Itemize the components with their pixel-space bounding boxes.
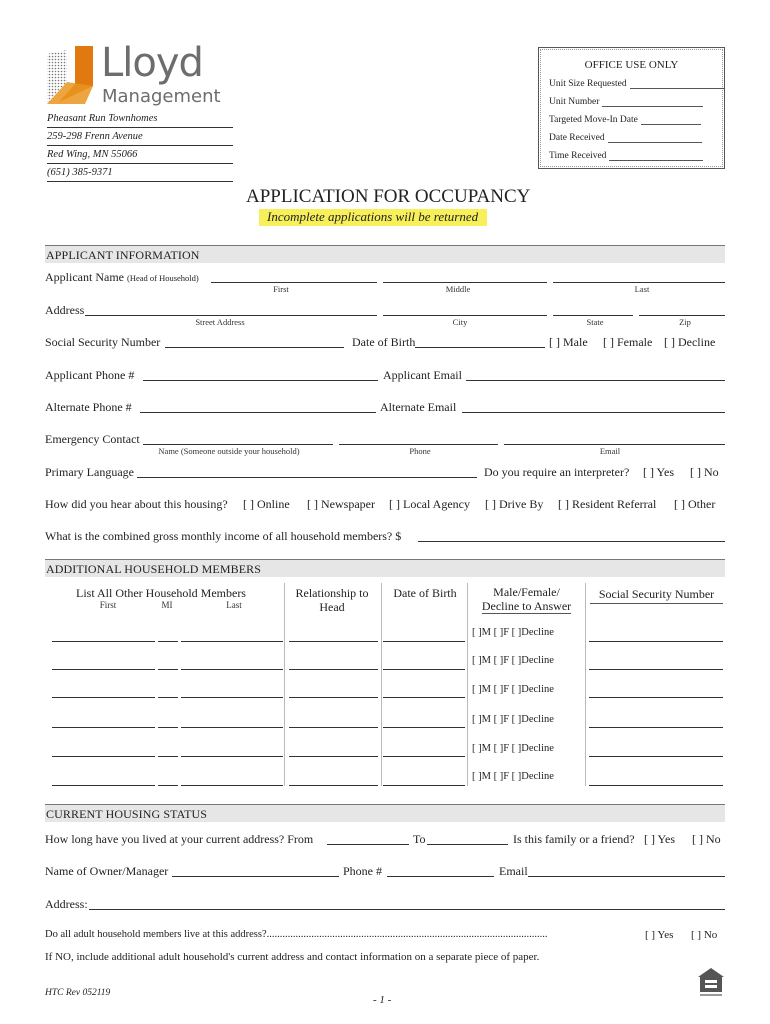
member-relationship-input[interactable] [289,669,378,670]
live-at-address-question: Do all adult household members live at this address?........................................................................................................... [45,929,548,940]
member-dob-input[interactable] [383,669,465,670]
logo-text-management: Management [102,86,221,107]
member-dob-input[interactable] [383,756,465,757]
member-dob-input[interactable] [383,641,465,642]
logo-text-lloyd: Lloyd [101,40,203,86]
member-gender-checkboxes[interactable]: [ ]M [ ]F [ ]Decline [472,743,554,754]
company-logo [45,40,235,108]
page-number: - 1 - [373,994,392,1006]
member-dob-input[interactable] [383,727,465,728]
dob-label: Date of Birth [352,335,416,349]
member-mi-input[interactable] [158,727,178,728]
last-caption: Last [634,284,650,294]
decline-checkbox[interactable]: [ ] Decline [664,335,716,349]
member-ssn-input[interactable] [589,727,723,728]
applicant-email-input[interactable] [466,380,725,381]
emergency-name-input[interactable] [143,444,333,445]
member-last-input[interactable] [181,785,283,786]
emergency-contact-label: Emergency Contact [45,432,140,446]
to-date-input[interactable] [427,844,508,845]
section-household-members: ADDITIONAL HOUSEHOLD MEMBERS [45,559,725,577]
owner-email-input[interactable] [528,876,725,877]
member-last-input[interactable] [181,756,283,757]
ssn-input[interactable] [165,347,344,348]
first-caption: First [273,284,289,294]
address-label: Address [45,303,85,317]
member-ssn-input[interactable] [589,697,723,698]
member-relationship-input[interactable] [289,785,378,786]
dob-input[interactable] [415,347,545,348]
member-mi-input[interactable] [158,756,178,757]
family-no-checkbox[interactable]: [ ] No [692,832,721,846]
col-ssn: Social Security Number [590,587,723,604]
income-question: What is the combined gross monthly income of all household members? $ [45,529,402,543]
page-subtitle: Incomplete applications will be returned [259,209,487,226]
office-field-date-received[interactable]: Date Received [549,133,702,143]
member-mi-input[interactable] [158,641,178,642]
owner-manager-input[interactable] [172,876,339,877]
family-friend-question: Is this family or a friend? [513,832,635,846]
ssn-label: Social Security Number [45,335,161,349]
income-input[interactable] [418,541,725,542]
member-ssn-input[interactable] [589,756,723,757]
how-long-question: How long have you lived at your current address? From [45,832,314,846]
col-last: Last [226,600,242,610]
member-relationship-input[interactable] [289,641,378,642]
member-first-input[interactable] [52,669,155,670]
female-checkbox[interactable]: [ ] Female [603,335,653,349]
alternate-email-label: Alternate Email [380,400,457,414]
zip-caption: Zip [679,317,691,327]
applicant-last-name-input[interactable] [553,282,725,283]
col-divider [467,583,468,786]
middle-caption: Middle [445,284,471,294]
from-date-input[interactable] [327,844,409,845]
logo-mark-icon [45,46,97,106]
property-phone: (651) 385-9371 [47,167,233,182]
property-street: 259-298 Frenn Avenue [47,131,233,146]
alternate-phone-label: Alternate Phone # [45,400,132,414]
hear-online-checkbox[interactable]: [ ] Online [243,497,290,511]
section-current-housing: CURRENT HOUSING STATUS [45,804,725,822]
member-first-input[interactable] [52,727,155,728]
member-gender-checkboxes[interactable]: [ ]M [ ]F [ ]Decline [472,714,554,725]
col-first: First [99,600,117,610]
equal-housing-icon [696,966,726,998]
member-last-input[interactable] [181,697,283,698]
col-divider [585,583,586,786]
primary-language-input[interactable] [137,477,477,478]
street-address-input[interactable] [85,315,377,316]
member-mi-input[interactable] [158,697,178,698]
owner-email-label: Email [499,864,528,878]
emergency-name-caption: Name (Someone outside your household) [158,446,300,456]
primary-language-label: Primary Language [45,465,134,479]
office-field-unit-size[interactable]: Unit Size Requested [549,79,724,89]
member-gender-checkboxes[interactable]: [ ]M [ ]F [ ]Decline [472,684,554,695]
live-no-checkbox[interactable]: [ ] No [691,929,718,941]
applicant-phone-input[interactable] [143,380,378,381]
city-caption: City [452,317,468,327]
member-mi-input[interactable] [158,669,178,670]
member-last-input[interactable] [181,641,283,642]
hear-other-checkbox[interactable]: [ ] Other [674,497,716,511]
member-mi-input[interactable] [158,785,178,786]
member-relationship-input[interactable] [289,697,378,698]
member-ssn-input[interactable] [589,785,723,786]
if-no-instruction: If NO, include additional adult household's current address and contact information on a separate piece of paper. [45,951,540,963]
housing-address-input[interactable] [89,909,725,910]
office-use-title: OFFICE USE ONLY [584,59,679,71]
to-label: To [413,832,426,846]
col-mi: MI [161,600,173,610]
male-checkbox[interactable]: [ ] Male [549,335,588,349]
member-last-input[interactable] [181,727,283,728]
interpreter-yes-checkbox[interactable]: [ ] Yes [643,465,675,479]
member-dob-input[interactable] [383,697,465,698]
state-caption: State [586,317,604,327]
member-first-input[interactable] [52,697,155,698]
member-gender-checkboxes[interactable]: [ ]M [ ]F [ ]Decline [472,771,554,782]
emergency-email-caption: Email [599,446,621,456]
hear-question: How did you hear about this housing? [45,497,228,511]
housing-address-label: Address: [45,897,88,911]
member-dob-input[interactable] [383,785,465,786]
property-city: Red Wing, MN 55066 [47,149,233,164]
street-address-caption: Street Address [195,317,245,327]
applicant-phone-label: Applicant Phone # [45,368,135,382]
revision-note: HTC Rev 052119 [45,988,111,998]
applicant-first-name-input[interactable] [211,282,377,283]
col-dob: Date of Birth [393,586,457,600]
hear-resident-referral-checkbox[interactable]: [ ] Resident Referral [558,497,657,511]
office-field-time-received[interactable]: Time Received [549,151,703,161]
hear-local-agency-checkbox[interactable]: [ ] Local Agency [389,497,470,511]
hear-newspaper-checkbox[interactable]: [ ] Newspaper [307,497,375,511]
alternate-phone-input[interactable] [140,412,376,413]
member-relationship-input[interactable] [289,756,378,757]
member-ssn-input[interactable] [589,641,723,642]
applicant-name-label: Applicant Name (Head of Household) [45,270,199,284]
state-input[interactable] [553,315,633,316]
member-first-input[interactable] [52,641,155,642]
family-yes-checkbox[interactable]: [ ] Yes [644,832,676,846]
member-gender-checkboxes[interactable]: [ ]M [ ]F [ ]Decline [472,655,554,666]
live-yes-checkbox[interactable]: [ ] Yes [645,929,674,941]
member-last-input[interactable] [181,669,283,670]
emergency-phone-caption: Phone [409,446,431,456]
page-title: APPLICATION FOR OCCUPANCY [246,186,531,207]
applicant-email-label: Applicant Email [383,368,462,382]
office-field-unit-number[interactable]: Unit Number [549,97,703,107]
owner-phone-input[interactable] [387,876,494,877]
member-ssn-input[interactable] [589,669,723,670]
property-name: Pheasant Run Townhomes [47,113,233,128]
member-first-input[interactable] [52,785,155,786]
city-input[interactable] [383,315,547,316]
owner-phone-label: Phone # [343,864,382,878]
alternate-email-input[interactable] [462,412,725,413]
interpreter-no-checkbox[interactable]: [ ] No [690,465,719,479]
col-divider [284,583,285,786]
office-use-box [538,47,725,169]
interpreter-question: Do you require an interpreter? [484,465,630,479]
col-household-members: List All Other Household Members [76,586,246,600]
applicant-middle-name-input[interactable] [383,282,547,283]
office-field-move-in[interactable]: Targeted Move-In Date [549,115,701,125]
col-relationship: Relationship to Head [295,586,369,614]
emergency-email-input[interactable] [504,444,725,445]
hear-drive-by-checkbox[interactable]: [ ] Drive By [485,497,544,511]
emergency-phone-input[interactable] [339,444,498,445]
col-gender: Male/Female/ Decline to Answer [481,585,572,613]
zip-input[interactable] [639,315,725,316]
owner-manager-label: Name of Owner/Manager [45,864,169,878]
member-relationship-input[interactable] [289,727,378,728]
member-first-input[interactable] [52,756,155,757]
member-gender-checkboxes[interactable]: [ ]M [ ]F [ ]Decline [472,627,554,638]
col-divider [381,583,382,786]
section-applicant-information: APPLICANT INFORMATION [45,245,725,263]
